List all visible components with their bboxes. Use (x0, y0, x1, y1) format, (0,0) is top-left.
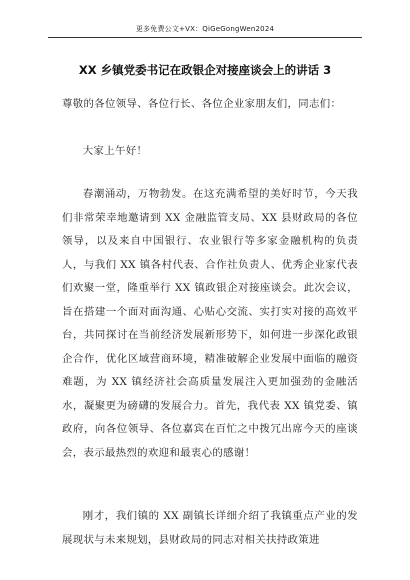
header-note: 更多免费公文+VX：QiGeGongWen2024 (135, 25, 275, 33)
salutation: 尊敬的各位领导、各位行长、各位企业家朋友们，同志们： (62, 98, 342, 110)
body-paragraph: 刚才，我们镇的 XX 副镇长详细介绍了我镇重点产业的发展现状与未来规划，县财政局的同志对相关扶持政策进 (62, 510, 358, 546)
header-divider (48, 37, 362, 38)
greeting: 大家上午好！ (82, 145, 148, 157)
body-paragraph: 春潮涌动，万物勃发。在这充满希望的美好时节，今天我们非常荣幸地邀请到 XX 金融监管支局、XX 县财政局的各位领导，以及来自中国银行、农业银行等多家金融机构的负责人，与我们 XX 镇各村代表、合作社负责人、优秀企业家代表们欢聚一堂，隆重举行 XX 镇政银企对接座谈会。此次会议，旨在搭建一个面对面沟通、心贴心交流、实打实对接的高效平台，共同探讨在当前经济发展新形势下，如何进一步深化政银企合作，优化区域营商环境，精准破解企业发展中面临的融资难题，为 XX 镇经济社会高质量发展注入更加强劲的金融活水，凝聚更为磅礴的发展合力。首先，我代表 XX 镇党委、镇政府，向各位领导、各位嘉宾在百忙之中拨冗出席今天的座谈会，表示最热烈的欢迎和最衷心的感谢！ (62, 188, 358, 459)
document-title: XX 乡镇党委书记在政银企对接座谈会上的讲话 3 (78, 63, 332, 77)
